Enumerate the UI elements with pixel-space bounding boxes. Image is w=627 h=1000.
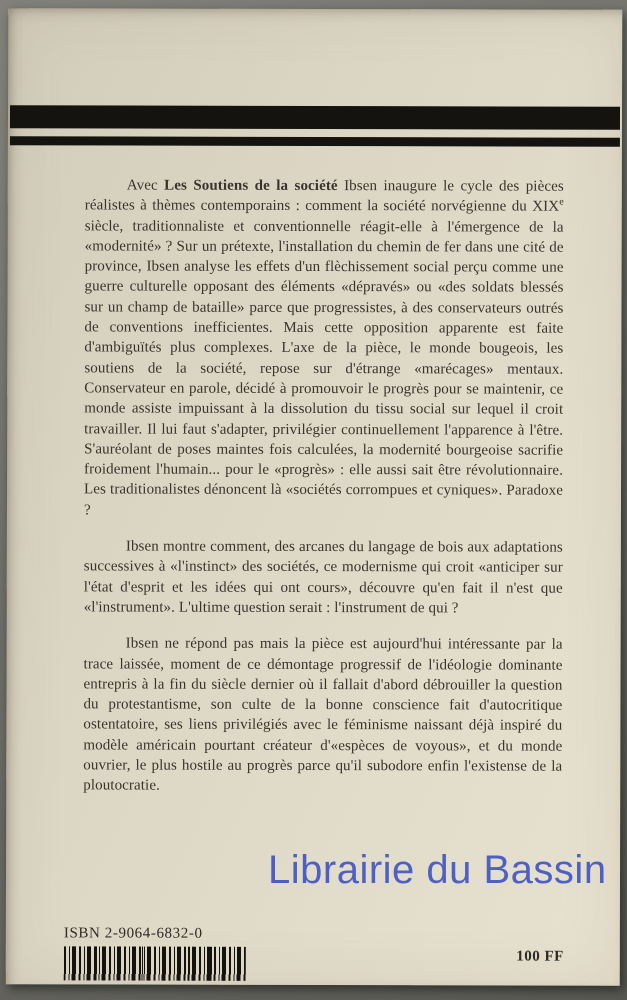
blurb-text xyxy=(83,175,564,813)
paragraph1-part3: siècle, traditionnaliste et conventionnelle réagit-elle à l'émergence de la «modernité» ? Sur un prétexte, l'installation du chemin de fer dans une cité de province, Ibsen analyse les effets d'un flèchissement social perçu comme une guerre culturelle opposant des éléments «dépravés» ou «des soldats blessés sur un champ de bataille» parce que progressistes, à des conservateurs outrés de conventions inefficientes. Mais cette opposition apparente est faite d'ambiguïtés plus complexes. L'axe de la pièce, le monde bougeois, les soutiens de la société, repose sur d'étrange «marécages» mentaux. Conservateur en parole, décidé à promouvoir le progrès pour se maintenir, ce monde assiste impuissant à la dissolution du tissu social sur lequel il croit travailler. Il lui faut s'adapter, privilégier continuellement l'apparence à l'être. S'auréolant de poses maintes fois calculées, la modernité bourgeoise sacrifie froidement l'humain... pour le «progrès» : elle aussi sait être révolutionnaire. Les traditionalistes dénoncent là «sociétés corrompues et cyniques». Paradoxe ? xyxy=(83,217,564,519)
book-back-cover xyxy=(6,8,623,986)
top-thick-rule xyxy=(10,105,620,130)
century-superscript: e xyxy=(559,196,564,208)
isbn-text: ISBN 2-9064-6832-0 xyxy=(63,925,203,942)
bookseller-watermark: Librairie du Bassin xyxy=(268,848,607,892)
barcode xyxy=(64,946,246,980)
top-thin-rule xyxy=(10,136,620,147)
blurb-paragraph-1 xyxy=(84,175,564,521)
blurb-paragraph-2: Ibsen montre comment, des arcanes du langage de bois aux adaptations successives à «l'instinct» des sociétés, ce modernisme qui croit «anticiper sur l'état d'esprit et les idées qui ont cours», découvre qu'en fait il n'est que «l'instrument». L'ultime question serait : l'instrument de qui ? xyxy=(83,538,563,617)
price-label: 100 FF xyxy=(516,948,564,965)
book-title: Les Soutiens de la société xyxy=(164,177,338,195)
paragraph1-lead: Avec xyxy=(126,177,165,194)
blurb-paragraph-3: Ibsen ne répond pas mais la pièce est aujourd'hui intéressante par la trace laissée, moment de ce démontage progressif de l'idéologie dominante entrepris à la fin du siècle dernier où il fallait d'abord débrouiller la question du protestantisme, son culte de la bonne conscience fait d'autocritique ostentatoire, ses liens privilégiés avec le féminisme naissant déjà inspiré du modèle américain pourtant créateur d'«espèces de voyous», et du monde ouvrier, le plus hostile au progrès parce qu'il subodore enfin l'existense de la ploutocratie. xyxy=(83,635,563,794)
paragraph1-part2: Ibsen inaugure le cycle des pièces réalistes à thèmes contemporains : comment la société norvégienne du XIX xyxy=(84,178,564,215)
